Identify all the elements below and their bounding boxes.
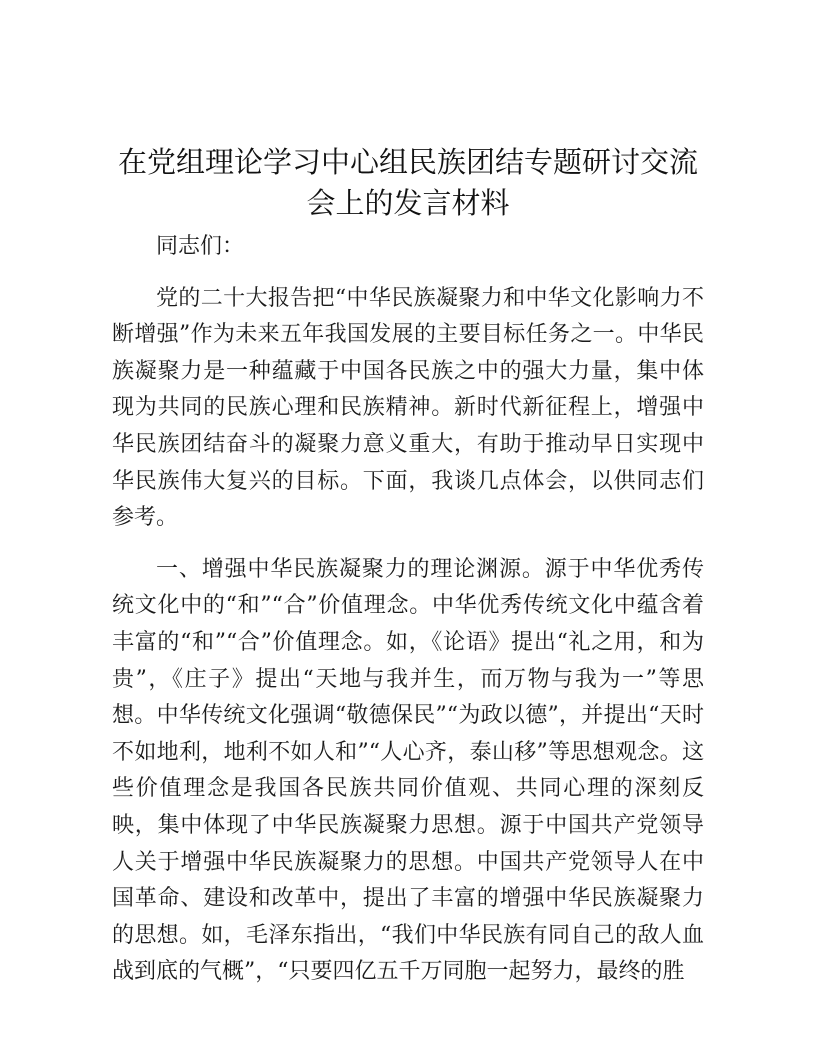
- salutation: 同志们：: [156, 234, 245, 259]
- paragraph-intro: 党的二十大报告把“中华民族凝聚力和中华文化影响力不断增强”作为未来五年我国发展的主要目标任务之一。中华民族凝聚力是一种蕴藏于中国各民族之中的强大力量，集中体现为共同的民族心理和民族精神。新时代新征程上，增强中华民族团结奋斗的凝聚力意义重大，有助于推动早日实现中华民族伟大复兴的目标。下面，我谈几点体会，以供同志们参考。: [112, 285, 704, 531]
- document-title: 在党组理论学习中心组民族团结专题研讨交流会上的发言材料: [117, 145, 698, 220]
- paragraph-section-one: 一、增强中华民族凝聚力的理论渊源。源于中华优秀传统文化中的“和”“合”价值理念。中华优秀传统文化中蕴含着丰富的“和”“合”价值理念。如，《论语》提出“礼之用，和为贵”，《庄子》提出“天地与我并生，而万物与我为一”等思想。中华传统文化强调“敬德保民”“为政以德”，并提出“天时不如地利，地利不如人和”“人心齐，泰山移”等思想观念。这些价值理念是我国各民族共同价值观、共同心理的深刻反映，集中体现了中华民族凝聚力思想。源于中国共产党领导人关于增强中华民族凝聚力的思想。中国共产党领导人在中国革命、建设和改革中，提出了丰富的增强中华民族凝聚力的思想。如，毛泽东指出，“我们中华民族有同自己的敌人血战到底的气概”，“只要四亿五千万同胞一起努力，最终的胜: [112, 556, 704, 985]
- document-body: [112, 229, 704, 1006]
